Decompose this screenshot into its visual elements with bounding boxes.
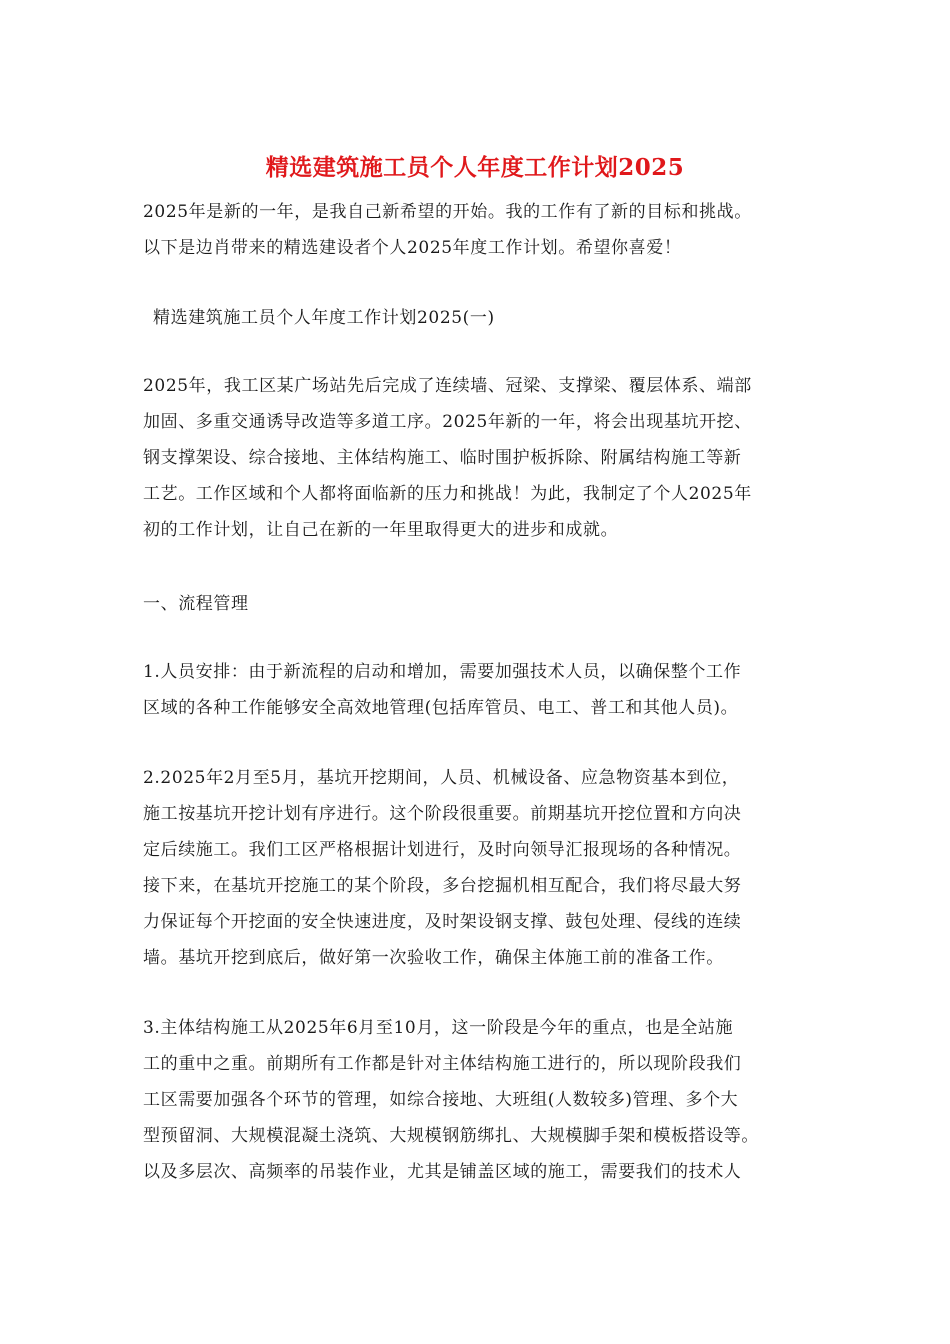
item-3-line-5: 以及多层次、高频率的吊装作业，尤其是铺盖区域的施工，需要我们的技术人 <box>143 1162 742 1182</box>
section-heading-1: 精选建筑施工员个人年度工作计划2025(一) <box>153 308 495 328</box>
item-2-line-5: 力保证每个开挖面的安全快速进度，及时架设钢支撑、鼓包处理、侵线的连续 <box>143 912 742 932</box>
intro-line-1: 2025年是新的一年，是我自己新希望的开始。我的工作有了新的目标和挑战。 <box>143 202 752 222</box>
item-2-line-4: 接下来，在基坑开挖施工的某个阶段，多台挖掘机相互配合，我们将尽最大努 <box>143 876 742 896</box>
item-2-line-3: 定后续施工。我们工区严格根据计划进行，及时向领导汇报现场的各种情况。 <box>143 840 742 860</box>
paragraph-1-line-5: 初的工作计划，让自己在新的一年里取得更大的进步和成就。 <box>143 520 619 540</box>
intro-line-2: 以下是边肖带来的精选建设者个人2025年度工作计划。希望你喜爱！ <box>143 238 682 258</box>
item-2-line-2: 施工按基坑开挖计划有序进行。这个阶段很重要。前期基坑开挖位置和方向决 <box>143 804 742 824</box>
paragraph-1-line-4: 工艺。工作区域和个人都将面临新的压力和挑战！为此，我制定了个人2025年 <box>143 484 752 504</box>
item-2-line-6: 墙。基坑开挖到底后，做好第一次验收工作，确保主体施工前的准备工作。 <box>143 948 724 968</box>
paragraph-1-line-3: 钢支撑架设、综合接地、主体结构施工、临时围护板拆除、附属结构施工等新 <box>143 448 742 468</box>
paragraph-1-line-1: 2025年，我工区某广场站先后完成了连续墙、冠梁、支撑梁、覆层体系、端部 <box>143 376 752 396</box>
item-1-line-2: 区域的各种工作能够安全高效地管理(包括库管员、电工、普工和其他人员)。 <box>143 698 739 718</box>
item-3-line-3: 工区需要加强各个环节的管理，如综合接地、大班组(人数较多)管理、多个大 <box>143 1090 739 1110</box>
item-1-line-1: 1.人员安排：由于新流程的启动和增加，需要加强技术人员，以确保整个工作 <box>143 662 742 682</box>
paragraph-1-line-2: 加固、多重交通诱导改造等多道工序。2025年新的一年，将会出现基坑开挖、 <box>143 412 752 432</box>
process-management-heading: 一、流程管理 <box>143 594 249 614</box>
item-3-line-1: 3.主体结构施工从2025年6月至10月，这一阶段是今年的重点，也是全站施 <box>143 1018 734 1038</box>
item-3-line-4: 型预留洞、大规模混凝土浇筑、大规模钢筋绑扎、大规模脚手架和模板搭设等。 <box>143 1126 759 1146</box>
item-3-line-2: 工的重中之重。前期所有工作都是针对主体结构施工进行的，所以现阶段我们 <box>143 1054 742 1074</box>
item-2-line-1: 2.2025年2月至5月，基坑开挖期间，人员、机械设备、应急物资基本到位， <box>143 768 740 788</box>
document-title: 精选建筑施工员个人年度工作计划2025 <box>265 154 685 181</box>
